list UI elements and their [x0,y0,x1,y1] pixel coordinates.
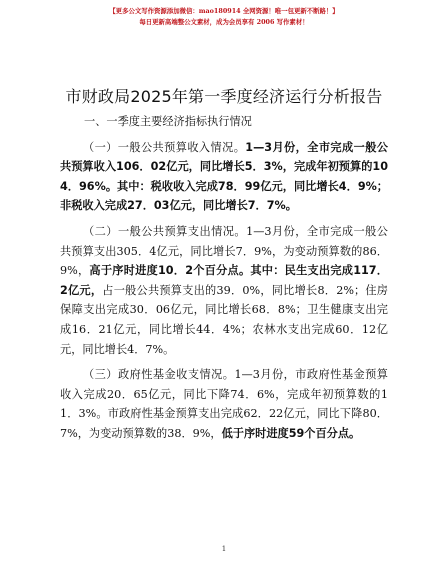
promo-banner-line-1: 【更多公文写作资源添加微信：mao180914 全网资源！唯一包更新不断路！】 [109,7,339,15]
paragraph-lead: （一）一般公共预算收入情况。 [83,140,246,154]
paragraph-text: 占一般公共预算支出的39．0%，同比增长8．2%；住房保障支出完成30．06亿元，同比增长68．8%；卫生健康支出完成16．21亿元，同比增长44．4%；农林水支出完成60．12亿元，同比增长4．7%。 [60,283,388,356]
section-heading: 一、一季度主要经济指标执行情况 [84,115,252,128]
paragraph-expenditure [60,222,388,359]
document-title: 市财政局2025年第一季度经济运行分析报告 [65,87,383,106]
promo-banner [60,6,388,28]
promo-banner-line-2: 每日更新高端整公文素材，成为会员享有 2006 写作素材！ [139,18,309,26]
paragraph-text-emphasis: 低于序时进度59个百分点。 [221,426,361,440]
paragraph-fund [60,365,388,443]
paragraph-text-emphasis: 高于序时进度10．2个百分点。其中：民生支出完成117．2亿元， [60,264,388,297]
paragraph-text: 1—3月份，全市完成一般公共预算支出305．4亿元，同比增长7．9%，为变动预算数的86．9%， [60,224,388,278]
document-body [60,112,388,444]
paragraph-text: 1—3月份，全市完成一般公共预算收入106．02亿元，同比增长5．3%，完成年初预算的104．96%。其中：税收收入完成78．99亿元，同比增长4．9%；非税收入完成27．03亿元，同比增长7．7%。 [60,140,388,213]
paragraph-text: 1—3月份，市政府性基金预算收入完成20．65亿元，同比下降74．6%，完成年初预算数的11．3%。市政府性基金预算支出完成62．22亿元，同比下降80．7%，为变动预算数的38．9%， [60,368,388,440]
paragraph-revenue [60,138,388,216]
paragraph-lead: （三）政府性基金收支情况。 [83,368,235,382]
page-number: 1 [221,545,227,553]
paragraph-lead: （二）一般公共预算支出情况。 [83,224,247,238]
